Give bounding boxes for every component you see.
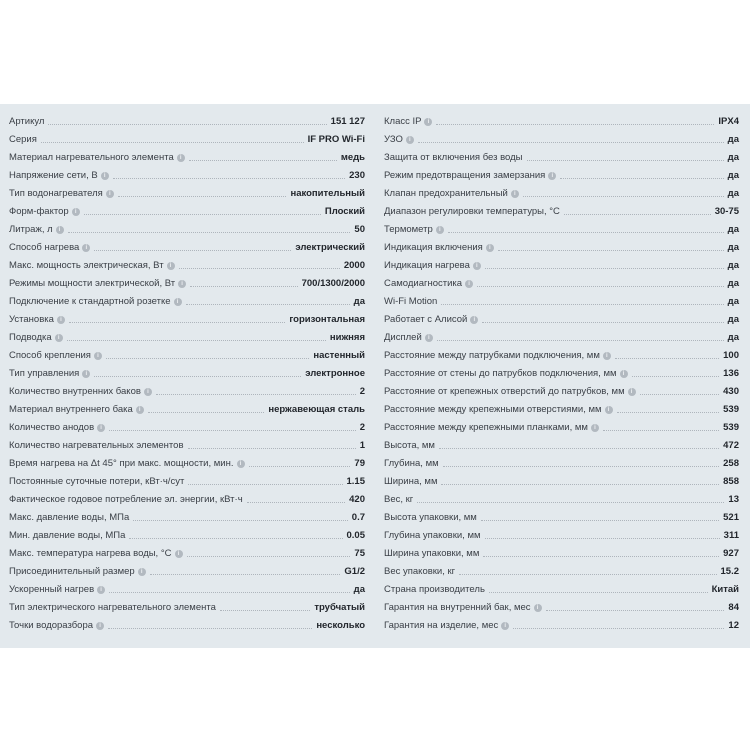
spec-label: Индикация включения — [384, 242, 483, 253]
dotted-leader — [188, 484, 342, 485]
spec-value: 0.7 — [351, 512, 365, 523]
spec-label: Вес упаковки, кг — [384, 566, 456, 577]
dotted-leader — [498, 250, 724, 251]
info-icon[interactable]: i — [138, 568, 146, 576]
spec-value: 700/1300/2000 — [301, 278, 365, 289]
spec-value: 927 — [723, 548, 739, 559]
info-icon[interactable]: i — [511, 190, 519, 198]
dotted-leader — [485, 538, 720, 539]
spec-row — [9, 380, 365, 398]
info-icon[interactable]: i — [473, 262, 481, 270]
dotted-leader — [482, 322, 723, 323]
info-icon[interactable]: i — [424, 118, 432, 126]
info-icon[interactable]: i — [97, 586, 105, 594]
info-icon[interactable]: i — [101, 172, 109, 180]
spec-label: Количество внутренних баков — [9, 386, 141, 397]
spec-value: 311 — [723, 530, 739, 541]
dotted-leader — [443, 466, 720, 467]
spec-label: Мин. давление воды, МПа — [9, 530, 126, 541]
spec-row — [9, 506, 365, 524]
info-icon[interactable]: i — [178, 280, 186, 288]
dotted-leader — [129, 538, 342, 539]
info-icon[interactable]: i — [470, 316, 478, 324]
spec-value: да — [727, 260, 739, 271]
spec-value: да — [727, 152, 739, 163]
spec-label: Фактическое годовое потребление эл. энергии, кВт·ч — [9, 494, 243, 505]
spec-row — [384, 272, 739, 290]
dotted-leader — [477, 286, 724, 287]
spec-value: IF PRO Wi-Fi — [307, 134, 365, 145]
spec-row — [9, 362, 365, 380]
spec-row — [9, 110, 365, 128]
dotted-leader — [603, 430, 719, 431]
spec-value: 539 — [723, 404, 739, 415]
spec-value: электронное — [305, 368, 365, 379]
dotted-leader — [441, 484, 719, 485]
spec-label: Работает с Алисой — [384, 314, 468, 325]
spec-value: трубчатый — [314, 602, 365, 613]
dotted-leader — [527, 160, 724, 161]
spec-label: Макс. давление воды, МПа — [9, 512, 130, 523]
dotted-leader — [483, 556, 719, 557]
dotted-leader — [485, 268, 724, 269]
dotted-leader — [108, 628, 312, 629]
spec-label: Способ нагрева — [9, 242, 80, 253]
spec-value: да — [353, 584, 365, 595]
spec-value: 521 — [723, 512, 739, 523]
spec-label: Высота, мм — [384, 440, 435, 451]
spec-row — [9, 254, 365, 272]
spec-label: Ширина, мм — [384, 476, 438, 487]
spec-label: Тип управления — [9, 368, 80, 379]
spec-value: да — [727, 296, 739, 307]
spec-row — [384, 434, 739, 452]
dotted-leader — [188, 448, 356, 449]
spec-row — [9, 488, 365, 506]
info-icon[interactable]: i — [144, 388, 152, 396]
dotted-leader — [189, 160, 337, 161]
spec-label: Подводка — [9, 332, 52, 343]
spec-label: Подключение к стандартной розетке — [9, 296, 171, 307]
specs-column-right — [384, 110, 739, 632]
info-icon[interactable]: i — [55, 334, 63, 342]
spec-value: 79 — [354, 458, 365, 469]
spec-value: да — [353, 296, 365, 307]
dotted-leader — [437, 340, 724, 341]
spec-row — [9, 326, 365, 344]
spec-label: Вес, кг — [384, 494, 414, 505]
spec-label: Ширина упаковки, мм — [384, 548, 480, 559]
dotted-leader — [220, 610, 310, 611]
info-icon[interactable]: i — [175, 550, 183, 558]
spec-label: Литраж, л — [9, 224, 53, 235]
dotted-leader — [48, 124, 326, 125]
dotted-leader — [523, 196, 724, 197]
info-icon[interactable]: i — [237, 460, 245, 468]
dotted-leader — [617, 412, 720, 413]
dotted-leader — [67, 340, 326, 341]
spec-label: Режим предотвращения замерзания — [384, 170, 546, 181]
spec-value: 230 — [349, 170, 365, 181]
info-icon[interactable]: i — [534, 604, 542, 612]
spec-label: УЗО — [384, 134, 403, 145]
dotted-leader — [84, 214, 321, 215]
info-icon[interactable]: i — [94, 352, 102, 360]
spec-row — [384, 236, 739, 254]
dotted-leader — [106, 358, 309, 359]
dotted-leader — [186, 304, 350, 305]
spec-value: 50 — [354, 224, 365, 235]
spec-value: 13 — [728, 494, 739, 505]
dotted-leader — [615, 358, 719, 359]
spec-row — [384, 362, 739, 380]
spec-row — [384, 470, 739, 488]
info-icon[interactable]: i — [501, 622, 509, 630]
spec-value: 2 — [359, 386, 365, 397]
spec-row — [9, 578, 365, 596]
spec-value: да — [727, 314, 739, 325]
spec-value: 858 — [723, 476, 739, 487]
spec-label: Wi-Fi Motion — [384, 296, 438, 307]
spec-value: Китай — [711, 584, 739, 595]
spec-label: Высота упаковки, мм — [384, 512, 477, 523]
spec-row — [384, 380, 739, 398]
dotted-leader — [113, 178, 345, 179]
spec-label: Расстояние между патрубками подключения, мм — [384, 350, 600, 361]
spec-label: Материал нагревательного элемента — [9, 152, 174, 163]
spec-value: несколько — [316, 620, 365, 631]
spec-row — [384, 254, 739, 272]
spec-label: Глубина, мм — [384, 458, 439, 469]
spec-value: да — [727, 188, 739, 199]
dotted-leader — [418, 142, 724, 143]
spec-row — [384, 344, 739, 362]
spec-value: настенный — [313, 350, 365, 361]
dotted-leader — [564, 214, 711, 215]
spec-row — [9, 596, 365, 614]
spec-row — [9, 218, 365, 236]
dotted-leader — [441, 304, 723, 305]
dotted-leader — [249, 466, 351, 467]
info-icon[interactable]: i — [628, 388, 636, 396]
spec-row — [384, 218, 739, 236]
info-icon[interactable]: i — [605, 406, 613, 414]
spec-value: накопительный — [290, 188, 365, 199]
spec-row — [384, 560, 739, 578]
spec-row — [384, 110, 739, 128]
spec-label: Диапазон регулировки температуры, °С — [384, 206, 560, 217]
spec-value: да — [727, 224, 739, 235]
spec-label: Гарантия на изделие, мес — [384, 620, 499, 631]
info-icon[interactable]: i — [174, 298, 182, 306]
spec-row — [9, 182, 365, 200]
dotted-leader — [513, 628, 724, 629]
spec-row — [384, 398, 739, 416]
spec-row — [9, 542, 365, 560]
info-icon[interactable]: i — [486, 244, 494, 252]
spec-row — [384, 326, 739, 344]
spec-row — [384, 164, 739, 182]
spec-label: Тип водонагревателя — [9, 188, 103, 199]
spec-label: Расстояние от стены до патрубков подключения, мм — [384, 368, 617, 379]
dotted-leader — [417, 502, 724, 503]
info-icon[interactable]: i — [465, 280, 473, 288]
spec-row — [9, 452, 365, 470]
info-icon[interactable]: i — [56, 226, 64, 234]
spec-value: 15.2 — [720, 566, 739, 577]
dotted-leader — [133, 520, 348, 521]
spec-row — [9, 200, 365, 218]
spec-value: 2000 — [343, 260, 365, 271]
spec-row — [384, 146, 739, 164]
spec-row — [384, 290, 739, 308]
spec-value: IPX4 — [718, 116, 739, 127]
dotted-leader — [94, 250, 291, 251]
spec-row — [384, 488, 739, 506]
dotted-leader — [481, 520, 719, 521]
spec-value: да — [727, 170, 739, 181]
spec-row — [384, 128, 739, 146]
spec-value: горизонтальная — [289, 314, 365, 325]
spec-value: медь — [340, 152, 365, 163]
spec-row — [9, 398, 365, 416]
info-icon[interactable]: i — [82, 370, 90, 378]
dotted-leader — [118, 196, 287, 197]
spec-label: Режимы мощности электрической, Вт — [9, 278, 176, 289]
spec-row — [9, 146, 365, 164]
spec-row — [384, 416, 739, 434]
dotted-leader — [560, 178, 723, 179]
dotted-leader — [190, 286, 297, 287]
spec-label: Макс. температура нагрева воды, °С — [9, 548, 172, 559]
spec-row — [384, 200, 739, 218]
spec-value: G1/2 — [344, 566, 365, 577]
spec-row — [9, 164, 365, 182]
spec-value: 75 — [354, 548, 365, 559]
spec-row — [384, 596, 739, 614]
info-icon[interactable]: i — [406, 136, 414, 144]
spec-row — [9, 272, 365, 290]
spec-row — [9, 614, 365, 632]
dotted-leader — [109, 592, 350, 593]
dotted-leader — [150, 574, 341, 575]
spec-value: 430 — [723, 386, 739, 397]
spec-label: Время нагрева на Δt 45° при макс. мощности, мин. — [9, 458, 234, 469]
spec-value: 151 127 — [330, 116, 365, 127]
spec-label: Способ крепления — [9, 350, 91, 361]
dotted-leader — [109, 430, 356, 431]
spec-value: да — [727, 134, 739, 145]
spec-value: 136 — [723, 368, 739, 379]
dotted-leader — [68, 232, 351, 233]
spec-label: Количество анодов — [9, 422, 95, 433]
spec-label: Глубина упаковки, мм — [384, 530, 481, 541]
info-icon[interactable]: i — [436, 226, 444, 234]
dotted-leader — [94, 376, 301, 377]
dotted-leader — [632, 376, 720, 377]
dotted-leader — [69, 322, 285, 323]
spec-label: Серия — [9, 134, 37, 145]
spec-label: Постоянные суточные потери, кВт·ч/сут — [9, 476, 185, 487]
spec-label: Установка — [9, 314, 54, 325]
dotted-leader — [247, 502, 345, 503]
spec-row — [9, 128, 365, 146]
spec-value: 472 — [723, 440, 739, 451]
dotted-leader — [187, 556, 351, 557]
spec-value: 12 — [728, 620, 739, 631]
specs-column-left — [9, 110, 365, 632]
info-icon[interactable]: i — [603, 352, 611, 360]
spec-row — [384, 524, 739, 542]
spec-row — [384, 308, 739, 326]
spec-value: 258 — [723, 458, 739, 469]
info-icon[interactable]: i — [136, 406, 144, 414]
dotted-leader — [148, 412, 265, 413]
info-icon[interactable]: i — [82, 244, 90, 252]
spec-label: Материал внутреннего бака — [9, 404, 133, 415]
info-icon[interactable]: i — [548, 172, 556, 180]
info-icon[interactable]: i — [177, 154, 185, 162]
spec-label: Самодиагностика — [384, 278, 463, 289]
spec-value: 539 — [723, 422, 739, 433]
dotted-leader — [489, 592, 708, 593]
spec-label: Присоединительный размер — [9, 566, 135, 577]
dotted-leader — [179, 268, 340, 269]
spec-value: 30-75 — [714, 206, 739, 217]
dotted-leader — [436, 124, 714, 125]
spec-label: Количество нагревательных элементов — [9, 440, 184, 451]
info-icon[interactable]: i — [591, 424, 599, 432]
info-icon[interactable]: i — [167, 262, 175, 270]
spec-label: Расстояние между крепежными отверстиями, мм — [384, 404, 602, 415]
spec-row — [384, 452, 739, 470]
spec-value: электрический — [295, 242, 365, 253]
dotted-leader — [448, 232, 724, 233]
info-icon[interactable]: i — [620, 370, 628, 378]
dotted-leader — [640, 394, 720, 395]
spec-row — [9, 524, 365, 542]
spec-row — [9, 470, 365, 488]
spec-value: да — [727, 332, 739, 343]
spec-row — [9, 416, 365, 434]
spec-value: да — [727, 278, 739, 289]
spec-row — [384, 182, 739, 200]
info-icon[interactable]: i — [97, 424, 105, 432]
info-icon[interactable]: i — [425, 334, 433, 342]
spec-row — [9, 290, 365, 308]
spec-row — [9, 344, 365, 362]
spec-label: Точки водоразбора — [9, 620, 94, 631]
spec-label: Термометр — [384, 224, 433, 235]
spec-label: Страна производитель — [384, 584, 485, 595]
info-icon[interactable]: i — [72, 208, 80, 216]
spec-label: Защита от включения без воды — [384, 152, 523, 163]
spec-label: Гарантия на внутренний бак, мес — [384, 602, 531, 613]
info-icon[interactable]: i — [106, 190, 114, 198]
spec-value: Плоский — [324, 206, 365, 217]
info-icon[interactable]: i — [57, 316, 65, 324]
dotted-leader — [41, 142, 304, 143]
dotted-leader — [439, 448, 719, 449]
spec-value: да — [727, 242, 739, 253]
spec-row — [384, 506, 739, 524]
spec-label: Расстояние между крепежными планками, мм — [384, 422, 588, 433]
dotted-leader — [156, 394, 356, 395]
spec-value: 1.15 — [346, 476, 365, 487]
spec-row — [9, 560, 365, 578]
spec-row — [384, 614, 739, 632]
info-icon[interactable]: i — [96, 622, 104, 630]
dotted-leader — [546, 610, 725, 611]
spec-label: Форм-фактор — [9, 206, 69, 217]
spec-row — [9, 434, 365, 452]
spec-label: Дисплей — [384, 332, 422, 343]
spec-value: 420 — [349, 494, 365, 505]
dotted-leader — [459, 574, 716, 575]
spec-label: Класс IP — [384, 116, 422, 127]
spec-label: Ускоренный нагрев — [9, 584, 95, 595]
spec-row — [384, 542, 739, 560]
spec-value: нержавеющая сталь — [268, 404, 365, 415]
spec-value: 0.05 — [346, 530, 365, 541]
spec-value: нижняя — [329, 332, 365, 343]
spec-value: 1 — [359, 440, 365, 451]
spec-row — [9, 236, 365, 254]
spec-label: Индикация нагрева — [384, 260, 470, 271]
spec-label: Напряжение сети, В — [9, 170, 98, 181]
spec-label: Тип электрического нагревательного элемента — [9, 602, 216, 613]
spec-label: Клапан предохранительный — [384, 188, 508, 199]
spec-row — [384, 578, 739, 596]
spec-value: 100 — [723, 350, 739, 361]
spec-label: Артикул — [9, 116, 45, 127]
spec-label: Макс. мощность электрическая, Вт — [9, 260, 164, 271]
spec-row — [9, 308, 365, 326]
spec-value: 2 — [359, 422, 365, 433]
spec-label: Расстояние от крепежных отверстий до патрубков, мм — [384, 386, 625, 397]
spec-value: 84 — [728, 602, 739, 613]
